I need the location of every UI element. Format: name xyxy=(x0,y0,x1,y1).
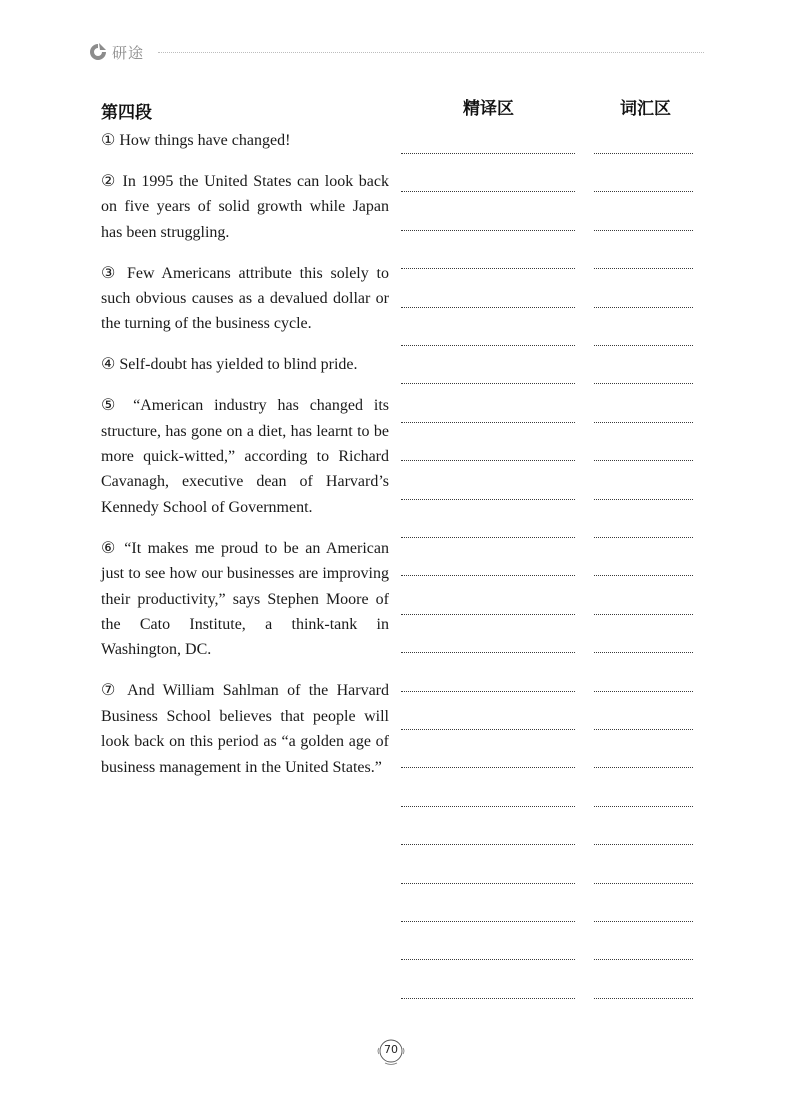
page-number-badge xyxy=(376,1036,406,1066)
translation-answer-line xyxy=(401,883,575,884)
vocabulary-answer-line xyxy=(594,499,693,500)
logo-icon xyxy=(88,42,108,62)
sentence-7: ⑦ And William Sahlman of the Harvard Business School believes that people will look back on this period as “a golden age of business management in the United States.” xyxy=(101,682,389,776)
sentence-2: ② In 1995 the United States can look back on five years of solid growth while Japan has been struggling. xyxy=(101,172,389,241)
translation-answer-line xyxy=(401,191,575,192)
vocabulary-answer-line xyxy=(594,806,693,807)
translation-answer-line xyxy=(401,537,575,538)
header-divider xyxy=(158,52,704,53)
section-title: 第四段 xyxy=(101,103,152,123)
vocabulary-answer-line xyxy=(594,383,693,384)
vocabulary-answer-line xyxy=(594,307,693,308)
translation-answer-line xyxy=(401,575,575,576)
translation-answer-line xyxy=(401,844,575,845)
translation-answer-line xyxy=(401,460,575,461)
translation-answer-line xyxy=(401,422,575,423)
translation-column-header: 精译区 xyxy=(463,99,514,119)
page-number: 70 xyxy=(384,1043,398,1056)
translation-answer-line xyxy=(401,998,575,999)
vocabulary-answer-line xyxy=(594,652,693,653)
logo-text: 研途 xyxy=(112,44,145,62)
translation-answer-line xyxy=(401,921,575,922)
translation-answer-line xyxy=(401,230,575,231)
translation-answer-line xyxy=(401,959,575,960)
vocabulary-column-header: 词汇区 xyxy=(620,99,671,119)
vocabulary-answer-line xyxy=(594,191,693,192)
sentence-4: ④ Self-doubt has yielded to blind pride. xyxy=(101,356,358,374)
vocabulary-answer-line xyxy=(594,921,693,922)
vocabulary-answer-line xyxy=(594,575,693,576)
translation-answer-line xyxy=(401,345,575,346)
vocabulary-answer-line xyxy=(594,460,693,461)
vocabulary-answer-line xyxy=(594,345,693,346)
translation-answer-line xyxy=(401,729,575,730)
vocabulary-answer-line xyxy=(594,691,693,692)
translation-answer-line xyxy=(401,268,575,269)
translation-answer-line xyxy=(401,691,575,692)
translation-answer-line xyxy=(401,383,575,384)
translation-answer-line xyxy=(401,499,575,500)
sentence-6: ⑥ “It makes me proud to be an American just to see how our businesses are improving their productivity,” says Stephen Moore of the Cato Institute, a think-tank in Washington, DC. xyxy=(101,539,389,659)
page-header xyxy=(84,40,704,64)
vocabulary-answer-line xyxy=(594,614,693,615)
translation-answer-line xyxy=(401,806,575,807)
sentence-1: ① How things have changed! xyxy=(101,132,291,149)
vocabulary-answer-line xyxy=(594,230,693,231)
vocabulary-answer-line xyxy=(594,422,693,423)
translation-answer-line xyxy=(401,153,575,154)
vocabulary-answer-line xyxy=(594,537,693,538)
vocabulary-answer-line xyxy=(594,844,693,845)
translation-answer-line xyxy=(401,307,575,308)
sentence-5: ⑤ “American industry has changed its structure, has gone on a diet, has learnt to be more quick-witted,” according to Richard Cavanagh, executive dean of Harvard’s Kennedy School of Government. xyxy=(101,397,389,516)
vocabulary-answer-line xyxy=(594,153,693,154)
sentence-3: ③ Few Americans attribute this solely to such obvious causes as a devalued dollar or the turning of the business cycle. xyxy=(101,264,389,333)
vocabulary-answer-line xyxy=(594,883,693,884)
translation-answer-line xyxy=(401,767,575,768)
vocabulary-answer-line xyxy=(594,268,693,269)
vocabulary-answer-line xyxy=(594,998,693,999)
translation-answer-line xyxy=(401,614,575,615)
sentence-list xyxy=(101,128,389,795)
vocabulary-answer-line xyxy=(594,729,693,730)
vocabulary-answer-line xyxy=(594,767,693,768)
vocabulary-answer-line xyxy=(594,959,693,960)
translation-answer-line xyxy=(401,652,575,653)
brand-logo xyxy=(84,40,164,64)
